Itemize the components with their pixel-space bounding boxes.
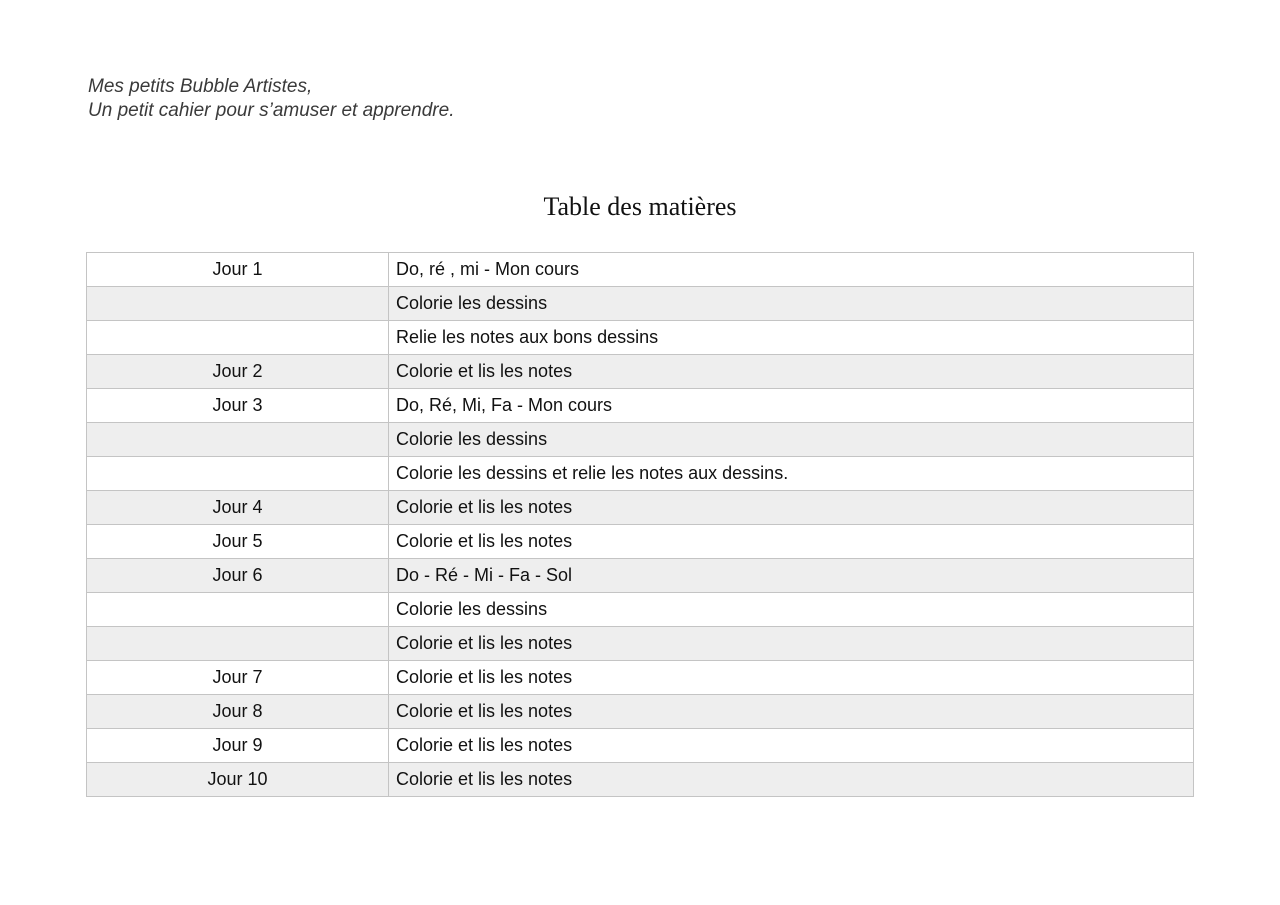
activity-cell: Colorie les dessins et relie les notes aux dessins. <box>389 457 1194 491</box>
activity-cell: Colorie et lis les notes <box>389 661 1194 695</box>
activity-cell: Relie les notes aux bons dessins <box>389 321 1194 355</box>
day-cell <box>87 287 389 321</box>
activity-cell: Colorie et lis les notes <box>389 695 1194 729</box>
toc-table <box>86 252 1194 797</box>
table-row <box>87 423 1194 457</box>
table-row <box>87 593 1194 627</box>
activity-cell: Do - Ré - Mi - Fa - Sol <box>389 559 1194 593</box>
day-cell: Jour 7 <box>87 661 389 695</box>
activity-cell: Colorie les dessins <box>389 593 1194 627</box>
day-cell: Jour 2 <box>87 355 389 389</box>
table-row <box>87 287 1194 321</box>
table-row <box>87 627 1194 661</box>
intro-line-greeting: Mes petits Bubble Artistes, <box>88 76 313 97</box>
activity-cell: Colorie et lis les notes <box>389 355 1194 389</box>
table-row <box>87 695 1194 729</box>
day-cell <box>87 321 389 355</box>
table-row <box>87 525 1194 559</box>
table-row <box>87 559 1194 593</box>
day-cell: Jour 3 <box>87 389 389 423</box>
day-cell: Jour 9 <box>87 729 389 763</box>
activity-cell: Do, ré , mi - Mon cours <box>389 253 1194 287</box>
day-cell <box>87 593 389 627</box>
table-row <box>87 253 1194 287</box>
day-cell: Jour 5 <box>87 525 389 559</box>
activity-cell: Colorie et lis les notes <box>389 729 1194 763</box>
day-cell <box>87 423 389 457</box>
day-cell: Jour 1 <box>87 253 389 287</box>
day-cell <box>87 457 389 491</box>
table-row <box>87 729 1194 763</box>
day-cell: Jour 6 <box>87 559 389 593</box>
intro-line-subtitle: Un petit cahier pour s’amuser et apprendre. <box>88 100 455 121</box>
table-row <box>87 457 1194 491</box>
day-cell: Jour 10 <box>87 763 389 797</box>
day-cell <box>87 627 389 661</box>
activity-cell: Colorie et lis les notes <box>389 525 1194 559</box>
activity-cell: Do, Ré, Mi, Fa - Mon cours <box>389 389 1194 423</box>
table-row <box>87 355 1194 389</box>
table-row <box>87 491 1194 525</box>
table-row <box>87 389 1194 423</box>
activity-cell: Colorie les dessins <box>389 287 1194 321</box>
toc-table-body <box>87 253 1194 797</box>
day-cell: Jour 4 <box>87 491 389 525</box>
activity-cell: Colorie et lis les notes <box>389 491 1194 525</box>
activity-cell: Colorie et lis les notes <box>389 627 1194 661</box>
table-row <box>87 661 1194 695</box>
activity-cell: Colorie et lis les notes <box>389 763 1194 797</box>
activity-cell: Colorie les dessins <box>389 423 1194 457</box>
toc-title: Table des matières <box>543 192 737 221</box>
intro-text <box>88 75 454 123</box>
day-cell: Jour 8 <box>87 695 389 729</box>
table-row <box>87 763 1194 797</box>
table-row <box>87 321 1194 355</box>
